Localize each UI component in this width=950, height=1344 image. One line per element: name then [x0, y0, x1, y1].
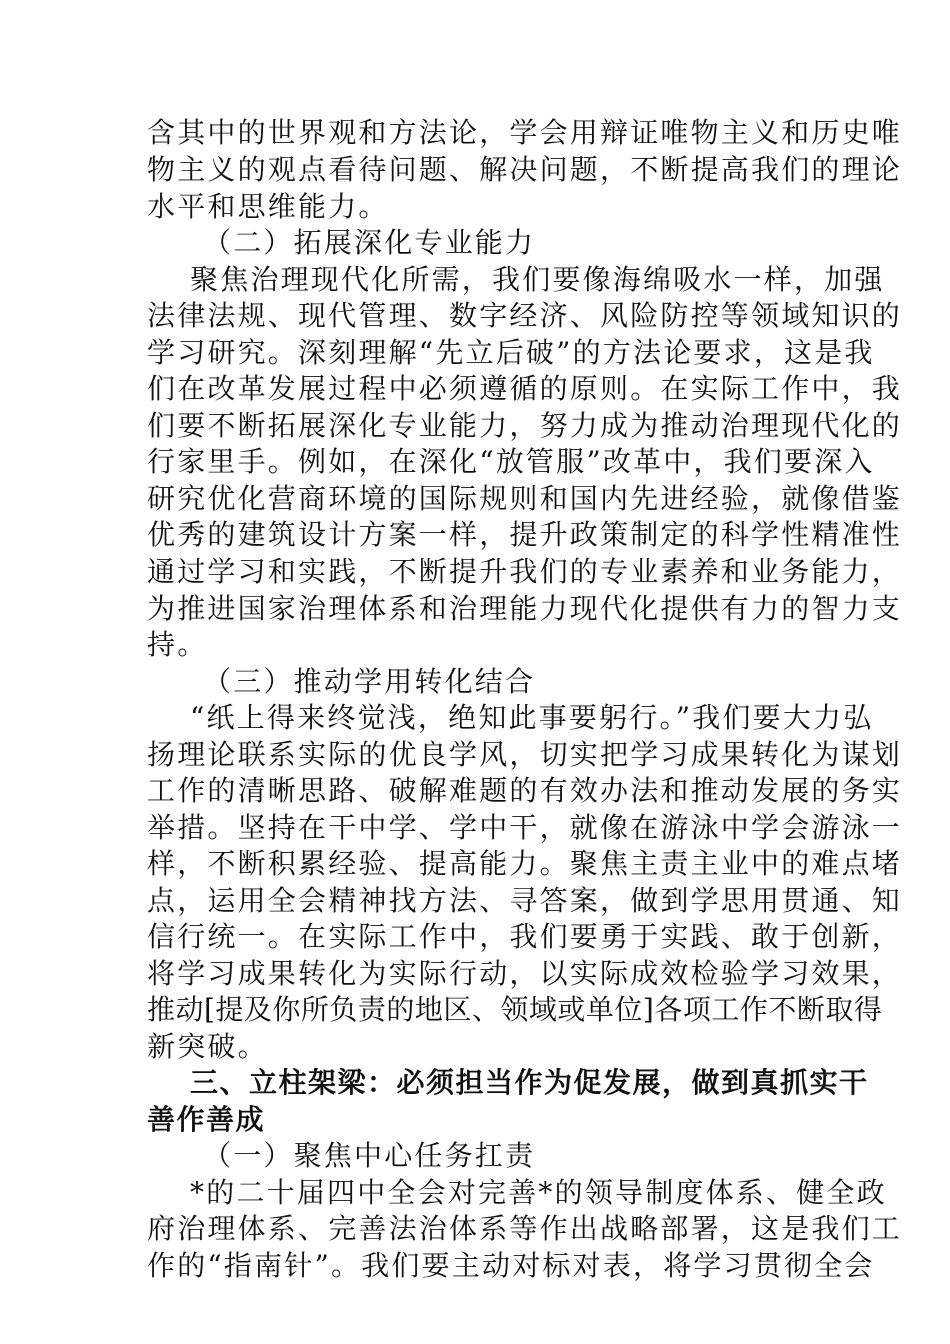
body-text-line: 工作的清晰思路、破解难题的有效办法和推动发展的务实 [147, 774, 903, 807]
body-text-line: 作的“指南针”。我们要主动对标对表，将学习贯彻全会 [147, 1249, 875, 1282]
body-text-line: 推动[提及你所负责的地区、领域或单位]各项工作不断取得 [147, 993, 883, 1026]
body-text-line: 举措。坚持在干中学、学中干，就像在游泳中学会游泳一 [147, 811, 903, 844]
body-text-line: 优秀的建筑设计方案一样，提升政策制定的科学性精准性 [147, 518, 903, 551]
body-text-line: 通过学习和实践，不断提升我们的专业素养和业务能力， [147, 555, 903, 588]
section-heading: （三）推动学用转化结合 [203, 665, 536, 698]
body-text-line: 们在改革发展过程中必须遵循的原则。在实际工作中，我 [147, 372, 903, 405]
body-text-line: “纸上得来终觉浅，绝知此事要躬行。”我们要大力弘 [190, 701, 874, 734]
section-heading: （一）聚焦中心任务扛责 [203, 1139, 536, 1172]
body-text-line: 点，运用全会精神找方法、寻答案，做到学思用贯通、知 [147, 884, 903, 917]
body-text-line: 学习研究。深刻理解“先立后破”的方法论要求，这是我 [147, 336, 875, 369]
chapter-heading-continuation: 善作善成 [147, 1103, 266, 1136]
body-text-line: 们要不断拓展深化专业能力，努力成为推动治理现代化的 [147, 409, 903, 442]
body-text-line: 行家里手。例如，在深化“放管服”改革中，我们要深入 [147, 445, 875, 478]
body-text-line: 含其中的世界观和方法论，学会用辩证唯物主义和历史唯 [147, 116, 903, 149]
body-text-line: 为推进国家治理体系和治理能力现代化提供有力的智力支 [147, 592, 903, 625]
body-text-line: 水平和思维能力。 [147, 190, 389, 223]
body-text-line: 样，不断积累经验、提高能力。聚焦主责主业中的难点堵 [147, 847, 903, 880]
body-text-line: 将学习成果转化为实际行动，以实际成效检验学习效果， [147, 957, 903, 990]
body-text-line: 物主义的观点看待问题、解决问题，不断提高我们的理论 [147, 153, 903, 186]
body-text-line: 法律法规、现代管理、数字经济、风险防控等领域知识的 [147, 299, 903, 332]
section-heading: （二）拓展深化专业能力 [203, 226, 536, 259]
body-text-line: 府治理体系、完善法治体系等作出战略部署，这是我们工 [147, 1212, 903, 1245]
body-text-line: 扬理论联系实际的优良学风，切实把学习成果转化为谋划 [147, 738, 903, 771]
body-text-line: 聚焦治理现代化所需，我们要像海绵吸水一样，加强 [190, 263, 885, 296]
body-text-line: 持。 [147, 628, 208, 661]
body-text-line: 信行统一。在实际工作中，我们要勇于实践、敢于创新， [147, 920, 903, 953]
body-text-line: *的二十届四中全会对完善*的领导制度体系、健全政 [190, 1176, 887, 1209]
body-text-line: 研究优化营商环境的国际规则和国内先进经验，就像借鉴 [147, 482, 903, 515]
body-text-line: 新突破。 [147, 1030, 268, 1063]
chapter-heading: 三、立柱架梁：必须担当作为促发展，做到真抓实干 [190, 1066, 869, 1099]
